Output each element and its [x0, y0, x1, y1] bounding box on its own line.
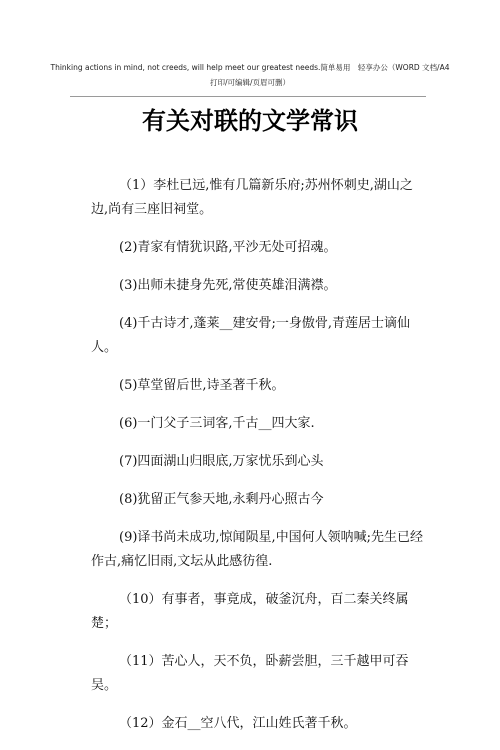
couplet-paragraph-5: (5)草堂留后世,诗圣著千秋。: [119, 378, 285, 393]
couplet-paragraph-3: (3)出师未捷身先死,常使英雄泪满襟。: [119, 278, 337, 293]
couplet-paragraph-2: (2)青家有情犹识路,平沙无处可招魂。: [119, 240, 337, 255]
couplet-paragraph-6: (6)一门父子三词客,千古__四大家.: [119, 416, 315, 431]
header-divider: [70, 96, 426, 97]
couplet-paragraph-10: （10）有事者，事竟成，破釜沉舟，百二秦关终属楚；: [91, 592, 409, 631]
header-line-2: 打印/可编辑/页眉可删）: [209, 78, 291, 87]
page-header: [40, 62, 460, 88]
couplet-paragraph-8: (8)犹留正气参天地,永剩丹心照古今: [119, 492, 324, 507]
document-body: [91, 174, 429, 750]
couplet-paragraph-12: （12）金石__空八代，江山姓氏著千秋。: [119, 716, 357, 731]
couplet-paragraph-7: (7)四面湖山归眼底,万家忧乐到心头: [119, 454, 324, 469]
document-title: 有关对联的文学常识: [142, 106, 358, 135]
couplet-paragraph-4: (4)千古诗才,蓬莱__建安骨;一身傲骨,青莲居士谪仙人。: [91, 316, 411, 355]
header-line-1: Thinking actions in mind, not creeds, will help meet our greatest needs.简单易用 轻享办公（WORD 文档/A4: [50, 63, 450, 72]
couplet-paragraph-1: （1）李杜已远,惟有几篇新乐府;苏州怀刺史,湖山之边,尚有三座旧祠堂。: [91, 178, 413, 217]
couplet-paragraph-9: (9)译书尚未成功,惊闻陨星,中国何人领呐喊;先生已经作古,痛忆旧雨,文坛从此感彷徨.: [91, 530, 424, 569]
couplet-paragraph-11: （11）苦心人，天不负，卧薪尝胆，三千越甲可吞吴。: [91, 654, 409, 693]
